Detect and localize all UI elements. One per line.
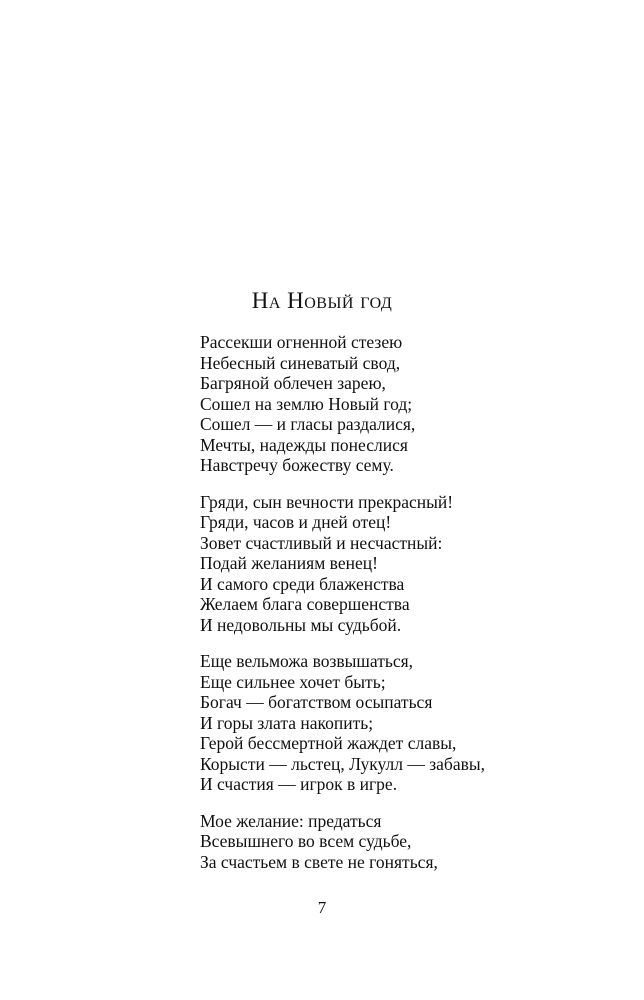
stanza-3 <box>200 651 620 795</box>
poem-line: Корысти — льстец, Лукулл — забавы, <box>200 753 485 774</box>
poem-line: Сошел — и гласы раздалися, <box>200 414 416 434</box>
poem-line: Подай желаниям венец! <box>200 553 378 573</box>
poem-body <box>200 332 620 888</box>
poem-line: И горы злата накопить; <box>200 712 374 733</box>
poem-line: Еще сильнее хочет быть; <box>200 671 386 692</box>
poem-line: Багряной облечен зарею, <box>200 373 386 393</box>
poem-line: И счастия — игрок в игре. <box>200 774 398 794</box>
poem-line: Небесный синеватый свод, <box>200 352 401 373</box>
poem-line: И самого среди блаженства <box>200 573 405 594</box>
poem-line: Мечты, надежды понеслися <box>200 434 408 455</box>
poem-line: И недовольны мы судьбой. <box>200 614 402 635</box>
stanza-1 <box>200 332 620 476</box>
poem-line: За счастьем в свете не гоняться, <box>200 851 438 872</box>
poem-line: Навстречу божеству сему. <box>200 455 394 475</box>
poem-title: На Новый год <box>251 288 393 313</box>
poem-line: Мое желание: предаться <box>200 810 382 831</box>
stanza-2 <box>200 492 620 636</box>
stanza-4 <box>200 811 620 873</box>
poem-line: Еще вельможа возвышаться, <box>200 651 414 671</box>
page-number: 7 <box>317 898 327 917</box>
poem-line: Сошел на землю Новый год; <box>200 393 413 414</box>
poem-line: Гряди, сын вечности прекрасный! <box>200 491 454 512</box>
poem-line: Рассекши огненной стезею <box>200 332 403 352</box>
poem-line: Желаем блага совершенства <box>200 594 410 614</box>
poem-line: Зовет счастливый и несчастный: <box>200 532 443 553</box>
poem-line: Герой бессмертной жаждет славы, <box>200 733 457 753</box>
poem-line: Гряди, часов и дней отец! <box>200 512 392 532</box>
poem-line: Всевышнего во всем судьбе, <box>200 831 412 851</box>
poem-line: Богач — богатством осыпаться <box>200 692 433 712</box>
